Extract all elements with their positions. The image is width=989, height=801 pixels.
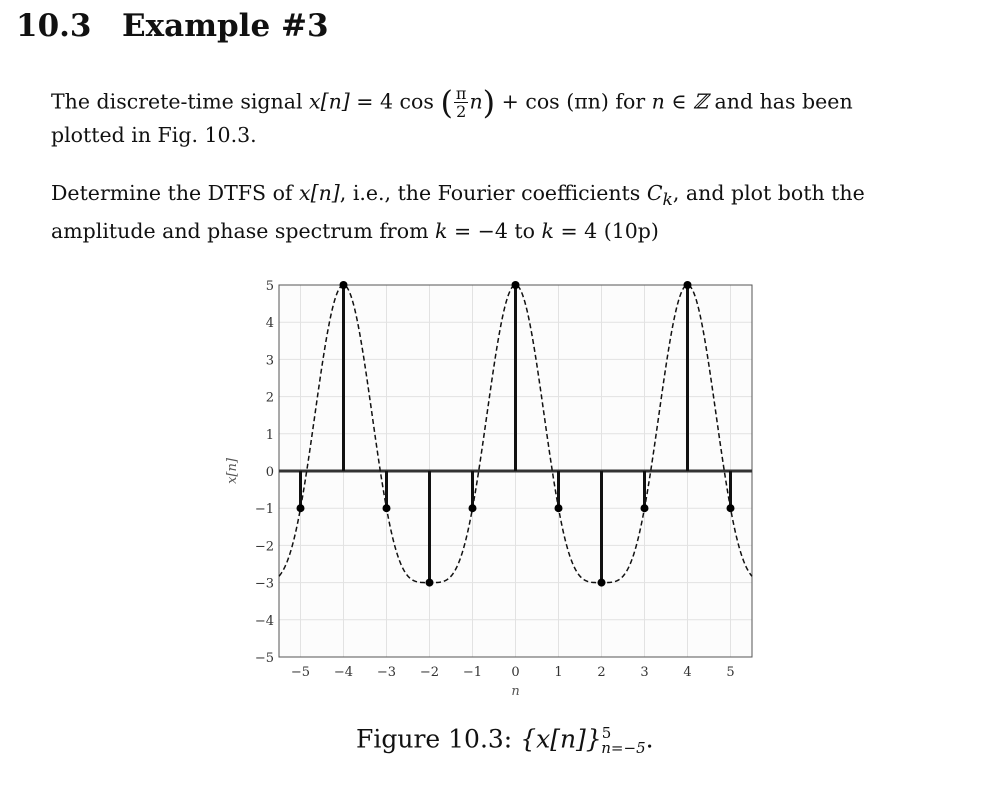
stem-marker <box>555 504 563 512</box>
intro-text: The discrete-time signal <box>51 89 310 114</box>
task-text-5: = 4 (10p) <box>553 219 659 244</box>
fraction-variable: n <box>469 89 483 114</box>
figure-caption <box>356 724 654 757</box>
y-axis-label: x[n] <box>225 458 240 484</box>
stem-marker <box>469 504 477 512</box>
caption-subscript: n=−5 <box>601 739 646 758</box>
stem-marker <box>383 504 391 512</box>
k-symbol-1: k <box>435 219 448 244</box>
stem-marker <box>727 504 735 512</box>
x-tick-label: −2 <box>419 665 440 680</box>
section-number: 10.3 <box>16 8 92 44</box>
x-tick-label: 4 <box>683 665 692 680</box>
stem-marker <box>598 579 606 587</box>
coefficient-subscript: k <box>662 190 673 211</box>
task-text-3: , and plot both the amplitude and phase spectrum from <box>51 181 865 244</box>
caption-set: {x[n]} <box>520 724 602 754</box>
task-text-2: , i.e., the Fourier coefficients <box>339 181 647 205</box>
stem-marker <box>684 281 692 289</box>
equation-tail: + cos (πn) <box>495 89 609 114</box>
coefficient-symbol: C <box>646 181 663 205</box>
x-axis-label: n <box>511 684 520 699</box>
mid-text: for <box>608 89 652 114</box>
y-tick-label: 2 <box>265 390 274 406</box>
x-tick-label: 0 <box>511 665 520 680</box>
stem-marker <box>426 579 434 587</box>
signal-symbol: x[n] <box>309 89 350 114</box>
caption-superscript: 5 <box>601 724 612 742</box>
y-tick-label: −5 <box>254 651 274 666</box>
x-tick-label: −4 <box>333 665 354 680</box>
y-tick-label: −4 <box>254 613 274 629</box>
fraction-denominator: 2 <box>456 102 467 121</box>
x-tick-label: 1 <box>554 665 563 680</box>
fraction-numerator: π <box>455 84 467 103</box>
equation-text: = 4 cos <box>349 89 434 114</box>
k-symbol-2: k <box>541 219 554 244</box>
rest-text: and has been plotted in Fig. 10.3. <box>51 89 853 147</box>
y-tick-label: 4 <box>265 316 274 332</box>
y-tick-label: −2 <box>254 539 274 555</box>
stem-marker <box>512 281 520 289</box>
stem-marker <box>297 504 305 512</box>
y-tick-label: −3 <box>254 576 274 592</box>
stem-marker <box>340 281 348 289</box>
x-tick-label: 5 <box>726 665 735 680</box>
y-tick-label: −1 <box>254 502 274 518</box>
section-title: Example #3 <box>122 8 329 44</box>
left-paren: ( <box>440 83 453 122</box>
x-tick-label: 2 <box>597 665 606 680</box>
stem-marker <box>641 504 649 512</box>
y-tick-label: 3 <box>265 353 274 369</box>
right-paren: ) <box>482 83 496 122</box>
task-signal: x[n] <box>299 181 340 205</box>
caption-prefix: Figure 10.3: <box>356 724 521 754</box>
x-tick-label: −5 <box>290 665 311 680</box>
domain-text: n ∈ ℤ <box>651 89 709 114</box>
task-text-4: = −4 to <box>447 219 542 244</box>
x-tick-label: 3 <box>640 665 649 680</box>
y-tick-label: 1 <box>265 427 274 443</box>
x-tick-label: −3 <box>376 665 397 680</box>
y-tick-label: 5 <box>265 279 274 294</box>
task-text-1: Determine the DTFS of <box>51 181 300 205</box>
y-tick-label: 0 <box>265 465 274 480</box>
caption-end: . <box>645 724 654 754</box>
x-tick-label: −1 <box>462 665 483 680</box>
